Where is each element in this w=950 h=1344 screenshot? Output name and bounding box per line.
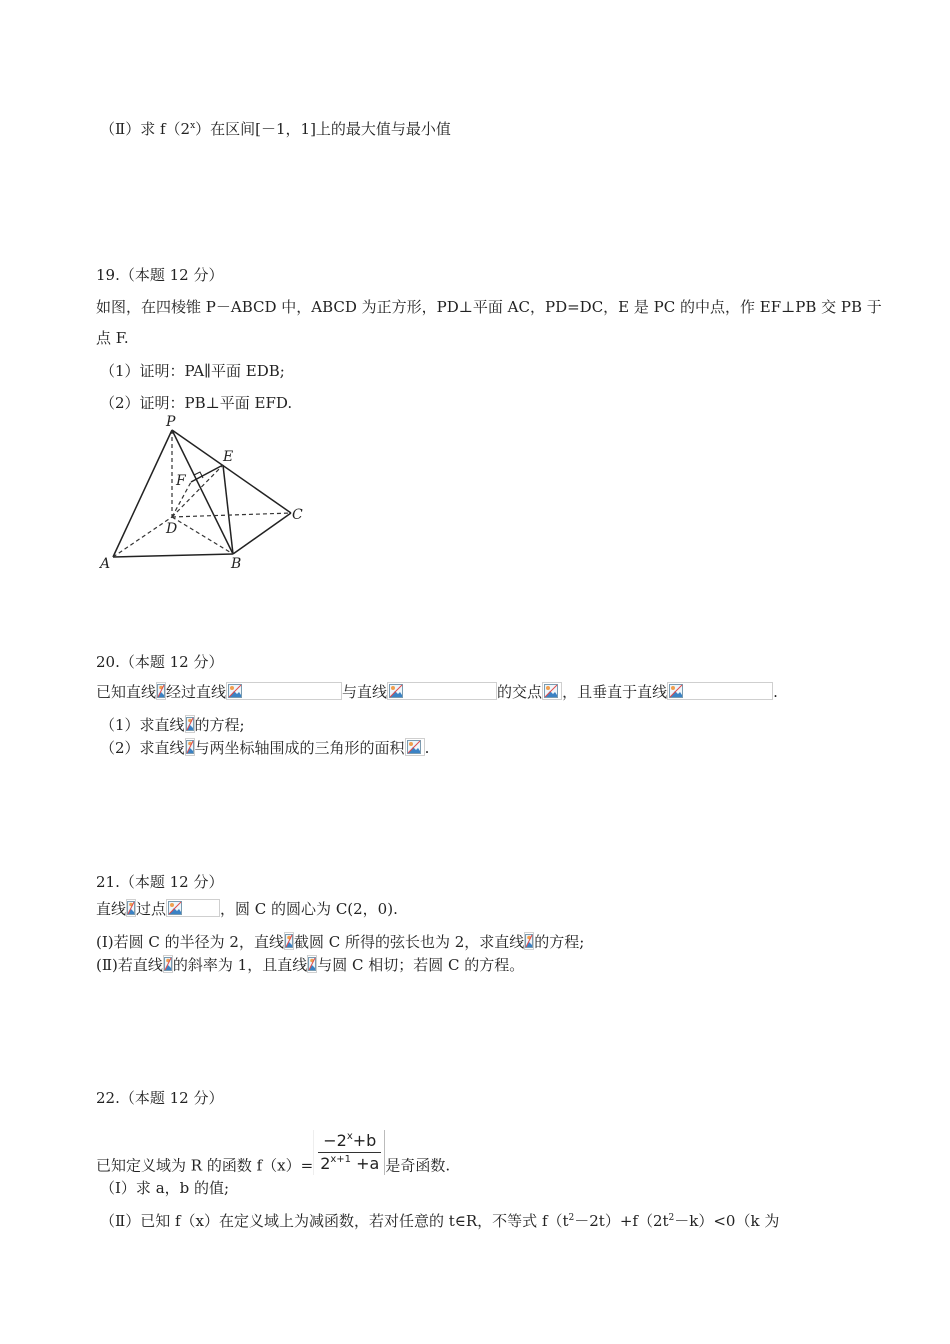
q18-part2 bbox=[100, 119, 451, 139]
q18-part2-pre: （Ⅱ）求 f（2 bbox=[100, 120, 191, 138]
q21-l1c: ，圆 C 的圆心为 C(2，0). bbox=[220, 900, 398, 918]
q20-p2a: （2）求直线 bbox=[100, 739, 185, 757]
broken-image-icon bbox=[405, 738, 425, 756]
q22-part2-sup2: 2 bbox=[668, 1213, 675, 1223]
q22-part2-a: （Ⅱ）已知 f（x）在定义域上为减函数，若对任意的 t∈R，不等式 f（t bbox=[100, 1212, 569, 1230]
q21-line3 bbox=[96, 955, 524, 975]
q22-part2-sup1: 2 bbox=[568, 1213, 575, 1223]
q20-part1 bbox=[100, 715, 245, 735]
broken-image-icon bbox=[524, 932, 534, 950]
q22-header: 22.（本题 12 分） bbox=[96, 1089, 224, 1107]
q22-part2-c: －k）<0（k 为 bbox=[674, 1212, 780, 1230]
broken-image-icon bbox=[156, 682, 166, 700]
label-P: P bbox=[166, 414, 176, 430]
q20-t3: 与直线 bbox=[342, 683, 388, 701]
q20-t6: . bbox=[773, 683, 778, 701]
edge-PA bbox=[113, 430, 172, 557]
broken-image-icon bbox=[226, 682, 342, 700]
broken-image-icon bbox=[284, 932, 294, 950]
q22-intro-pre: 已知定义域为 R 的函数 f（x）= bbox=[96, 1156, 314, 1175]
q22-fraction-denominator bbox=[318, 1153, 381, 1175]
label-C: C bbox=[292, 507, 303, 523]
q21-l3c: 与圆 C 相切；若圆 C 的方程。 bbox=[317, 956, 525, 974]
broken-image-icon bbox=[185, 715, 195, 733]
q19-part2: （2）证明：PB⊥平面 EFD. bbox=[100, 394, 293, 412]
edge-EB bbox=[223, 465, 233, 554]
broken-image-icon bbox=[166, 899, 220, 917]
label-D: D bbox=[166, 521, 178, 537]
q20-p1a: （1）求直线 bbox=[100, 716, 185, 734]
q20-t1: 已知直线 bbox=[96, 683, 157, 701]
q21-line1 bbox=[96, 899, 398, 919]
q21-line2 bbox=[96, 932, 584, 952]
q20-part2 bbox=[100, 738, 429, 758]
q20-header: 20.（本题 12 分） bbox=[96, 653, 224, 671]
q19-header: 19.（本题 12 分） bbox=[96, 266, 224, 284]
q18-part2-sup: x bbox=[190, 121, 196, 131]
broken-image-icon bbox=[667, 682, 773, 700]
q22-part2 bbox=[100, 1211, 779, 1231]
q22-num-pre: −2 bbox=[323, 1131, 347, 1150]
q20-t5: ，且垂直于直线 bbox=[562, 683, 668, 701]
q22-fraction-numerator bbox=[318, 1130, 381, 1153]
q21-header: 21.（本题 12 分） bbox=[96, 873, 224, 891]
q22-intro-post: 是奇函数. bbox=[385, 1156, 451, 1175]
q22-fraction bbox=[313, 1130, 385, 1175]
q21-l1a: 直线 bbox=[96, 900, 127, 918]
q20-t4: 的交点 bbox=[497, 683, 543, 701]
q22-num-sup: x bbox=[346, 1131, 353, 1142]
q19-pyramid-figure bbox=[96, 412, 316, 574]
q21-l2b: 截圆 C 所得的弦长也为 2，求直线 bbox=[293, 933, 525, 951]
q21-l3b: 的斜率为 1，且直线 bbox=[172, 956, 308, 974]
q21-l3a: (Ⅱ)若直线 bbox=[96, 956, 163, 974]
q22-den-sup: x+1 bbox=[330, 1154, 352, 1165]
q21-l2c: 的方程; bbox=[534, 933, 585, 951]
q22-den-post: +a bbox=[351, 1154, 380, 1173]
broken-image-icon bbox=[185, 738, 195, 756]
q21-l1b: 过点 bbox=[136, 900, 167, 918]
q20-p2c: . bbox=[424, 739, 430, 757]
q20-stem bbox=[96, 682, 778, 702]
q20-t2: 经过直线 bbox=[166, 683, 227, 701]
label-B: B bbox=[231, 556, 242, 572]
broken-image-icon bbox=[542, 682, 562, 700]
q19-stem-line2: 点 F. bbox=[96, 329, 129, 347]
q20-p2b: 与两坐标轴围成的三角形的面积 bbox=[194, 739, 405, 757]
q19-stem-line1: 如图，在四棱锥 P－ABCD 中，ABCD 为正方形，PD⊥平面 AC，PD=DC，E 是 PC 的中点，作 EF⊥PB 交 PB 于 bbox=[96, 298, 882, 316]
label-A: A bbox=[100, 556, 111, 572]
q20-p1b: 的方程; bbox=[194, 716, 245, 734]
edge-AB bbox=[113, 554, 233, 557]
q19-part1: （1）证明：PA∥平面 EDB; bbox=[100, 362, 285, 380]
label-F: F bbox=[176, 473, 186, 489]
q21-l2a: (Ⅰ)若圆 C 的半径为 2，直线 bbox=[96, 933, 284, 951]
broken-image-icon bbox=[163, 955, 173, 973]
q18-part2-post: ）在区间[－1，1]上的最大值与最小值 bbox=[195, 120, 451, 138]
broken-image-icon bbox=[126, 899, 136, 917]
edge-BC bbox=[233, 513, 291, 554]
edge-PC bbox=[172, 430, 291, 513]
edge-EF bbox=[191, 465, 223, 482]
broken-image-icon bbox=[387, 682, 497, 700]
broken-image-icon bbox=[307, 955, 317, 973]
edge-DC bbox=[172, 513, 291, 517]
label-E: E bbox=[223, 449, 234, 465]
q22-part2-b: －2t）+f（2t bbox=[574, 1212, 669, 1230]
q22-num-post: +b bbox=[352, 1131, 377, 1150]
q22-den-pre: 2 bbox=[320, 1154, 331, 1173]
q22-part1: （Ⅰ）求 a，b 的值; bbox=[100, 1179, 230, 1197]
